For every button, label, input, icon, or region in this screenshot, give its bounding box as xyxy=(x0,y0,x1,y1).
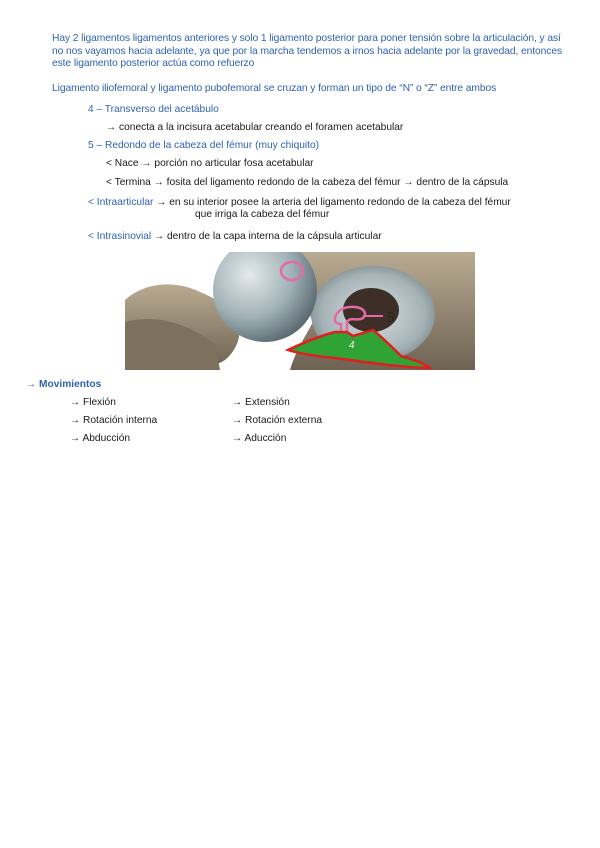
intraarticular-text-cont: que irriga la cabeza del fémur xyxy=(195,209,330,220)
mov-rotacion-externa: → Rotación externa xyxy=(232,415,323,426)
figure-label-4: 4 xyxy=(349,339,355,351)
crossing-paragraph: Ligamento iliofemoral y ligamento pubofemoral se cruzan y forman un tipo de “N” o “Z” entre ambos xyxy=(52,83,497,94)
item5-nace: < Nace → porción no articular fosa acetabular xyxy=(106,158,314,169)
intraarticular-line xyxy=(88,197,511,209)
mov-extension: → Extensión xyxy=(232,397,290,408)
movimientos-title: → Movimientos xyxy=(26,379,102,390)
intro-paragraph: Hay 2 ligamentos ligamentos anteriores y solo 1 ligamento posterior para poner tensión sobre la articulación, y así no nos vayamos hacia adelante, ya que por la marcha tendemos a irnos hacia adelante por la gravedad, entonces este ligamento posterior actúa como refuerzo xyxy=(52,33,562,70)
mov-flexion: → Flexión xyxy=(70,397,116,408)
item5-termina: < Termina → fosita del ligamento redondo de la cabeza del fémur → dentro de la cápsula xyxy=(106,177,509,188)
intraarticular-text: → en su interior posee la arteria del ligamento redondo de la cabeza del fémur xyxy=(153,197,511,208)
item5-title: 5 – Redondo de la cabeza del fémur (muy chiquito) xyxy=(88,140,320,151)
intrasinovial-line xyxy=(88,231,382,243)
intrasinovial-text: → dentro de la capa interna de la cápsula articular xyxy=(151,231,382,242)
figure-label-5: 5 xyxy=(387,310,395,326)
item4-detail: → conecta a la incisura acetabular creando el foramen acetabular xyxy=(106,122,404,133)
intrasinovial-label: < Intrasinovial xyxy=(88,231,152,242)
intraarticular-label: < Intraarticular xyxy=(88,197,154,208)
hip-joint-figure xyxy=(125,252,475,370)
mov-aduccion: → Aducción xyxy=(232,433,287,444)
mov-abduccion: → Abducción xyxy=(70,433,131,444)
item4-title: 4 – Transverso del acetábulo xyxy=(88,104,219,115)
hip-joint-illustration xyxy=(125,252,475,370)
mov-rotacion-interna: → Rotación interna xyxy=(70,415,158,426)
